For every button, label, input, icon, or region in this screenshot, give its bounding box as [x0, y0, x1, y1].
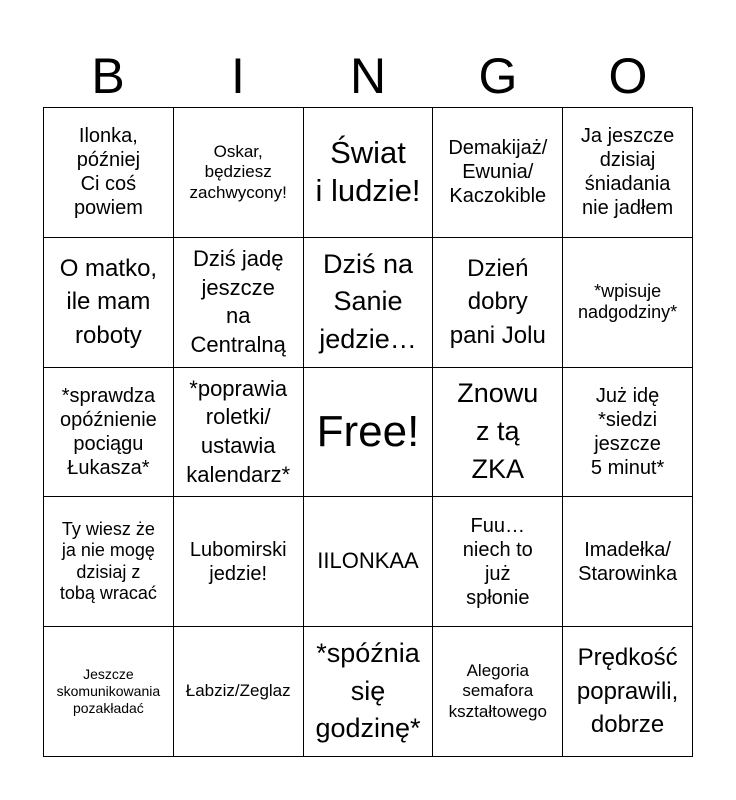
- cell-text: Ty wiesz że ja nie mogę dzisiaj z tobą wracać: [59, 518, 157, 604]
- cell-text: Imadełka/ Starowinka: [578, 538, 678, 585]
- bingo-grid: [43, 107, 693, 757]
- bingo-cell-r0-c2[interactable]: [304, 108, 434, 238]
- header-letter-i: I: [231, 48, 245, 104]
- cell-text: Świat i ludzie!: [315, 134, 421, 209]
- bingo-cell-r3-c4[interactable]: [563, 497, 693, 627]
- bingo-cell-r4-c0[interactable]: [44, 627, 174, 757]
- bingo-cell-r4-c1[interactable]: [174, 627, 304, 757]
- bingo-cell-r4-c3[interactable]: [433, 627, 563, 757]
- bingo-cell-r3-c3[interactable]: [433, 497, 563, 627]
- cell-text: Jeszcze skomunikowania pozakładać: [56, 666, 161, 716]
- bingo-cell-r4-c4[interactable]: [563, 627, 693, 757]
- bingo-cell-r3-c1[interactable]: [174, 497, 304, 627]
- cell-text: Już idę *siedzi jeszcze 5 minut*: [590, 384, 665, 479]
- bingo-cell-r2-c3[interactable]: [433, 368, 563, 498]
- cell-text: Fuu… niech to już spłonie: [462, 514, 533, 609]
- cell-text: Dziś na Sanie jedzie…: [319, 248, 417, 355]
- cell-text: *sprawdza opóźnienie pociągu Łukasza*: [60, 384, 157, 479]
- cell-text: Oskar, będziesz zachwycony!: [189, 141, 287, 202]
- bingo-cell-r2-c1[interactable]: [174, 368, 304, 498]
- cell-text: Demakijaż/ Ewunia/ Kaczokible: [448, 137, 548, 208]
- header-letter-o: O: [608, 48, 648, 104]
- cell-text: Ja jeszcze dzisiaj śniadania nie jadłem: [580, 125, 675, 220]
- bingo-cell-r2-c0[interactable]: [44, 368, 174, 498]
- bingo-cell-r0-c0[interactable]: [44, 108, 174, 238]
- header-letter-b: B: [91, 48, 125, 104]
- bingo-cell-r1-c3[interactable]: [433, 238, 563, 368]
- bingo-cell-r2-c4[interactable]: [563, 368, 693, 498]
- bingo-cell-r0-c3[interactable]: [433, 108, 563, 238]
- bingo-cell-free[interactable]: [304, 368, 434, 498]
- cell-text: *spóźnia się godzinę*: [315, 637, 421, 744]
- cell-text: Lubomirski jedzie!: [189, 538, 287, 585]
- bingo-cell-r1-c2[interactable]: [304, 238, 434, 368]
- bingo-cell-r1-c0[interactable]: [44, 238, 174, 368]
- cell-text: Prędkość poprawili, dobrze: [576, 644, 679, 739]
- header-letter-g: G: [478, 48, 518, 104]
- bingo-cell-r3-c2[interactable]: [304, 497, 434, 627]
- bingo-cell-r1-c1[interactable]: [174, 238, 304, 368]
- bingo-cell-r0-c4[interactable]: [563, 108, 693, 238]
- cell-text: Alegoria semafora kształtowego: [448, 661, 547, 721]
- header-letter-n: N: [349, 48, 387, 104]
- cell-text: Dziś jadę jeszcze na Centralną: [190, 246, 286, 357]
- free-space-text: Free!: [316, 406, 420, 456]
- cell-text: O matko, ile mam roboty: [59, 254, 158, 349]
- cell-text: Dzień dobry pani Jolu: [449, 254, 546, 349]
- cell-text: Łabziz/Zeglaz: [185, 681, 291, 701]
- bingo-cell-r0-c1[interactable]: [174, 108, 304, 238]
- bingo-cell-r4-c2[interactable]: [304, 627, 434, 757]
- cell-text: *poprawia roletki/ ustawia kalendarz*: [186, 375, 291, 487]
- cell-text: IILONKAA: [317, 548, 419, 574]
- cell-text: Ilonka, później Ci coś powiem: [73, 125, 143, 220]
- cell-text: Znowu z tą ZKA: [457, 378, 539, 484]
- cell-text: *wpisuje nadgodziny*: [578, 280, 678, 323]
- bingo-header: [43, 46, 693, 106]
- bingo-cell-r3-c0[interactable]: [44, 497, 174, 627]
- bingo-cell-r1-c4[interactable]: [563, 238, 693, 368]
